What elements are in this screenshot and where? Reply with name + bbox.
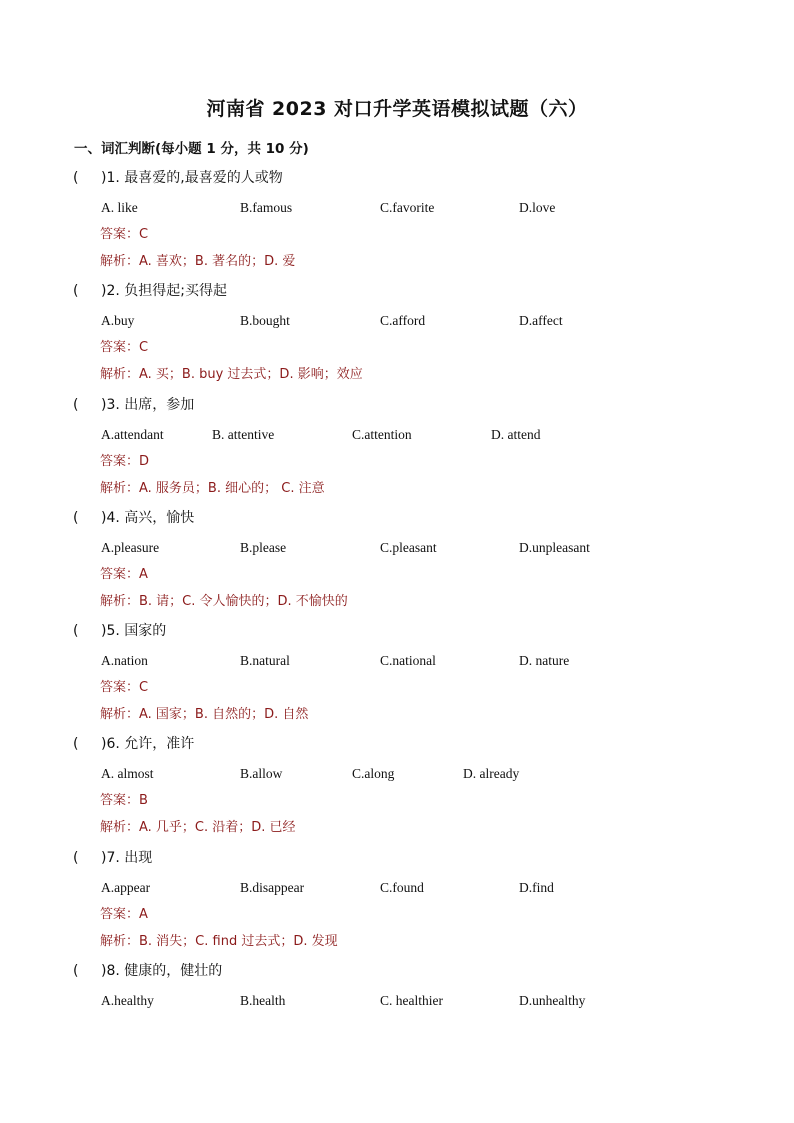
option-row	[0, 764, 794, 784]
question-2	[0, 281, 794, 394]
option-row	[0, 538, 794, 558]
option-row	[0, 878, 794, 898]
option-c: C.pleasant	[380, 539, 437, 555]
option-b: B.famous	[240, 200, 293, 215]
option-b: B.allow	[240, 766, 283, 782]
question-text: )4. 高兴，愉快	[101, 509, 195, 526]
question-text: )3. 出席，参加	[101, 396, 195, 413]
answer-line: 答案：C	[100, 340, 149, 356]
analysis-line: 解析：A. 喜欢；B. 著名的；D. 爱	[100, 254, 296, 269]
option-b: B.health	[240, 993, 286, 1009]
option-c: C.favorite	[380, 200, 435, 215]
answer-blank-open: (	[73, 623, 79, 640]
option-a: A.pleasure	[101, 539, 160, 555]
option-b: B.bought	[240, 313, 290, 329]
option-c: C.attention	[352, 426, 412, 442]
question-4	[0, 508, 794, 621]
answer-blank-open: (	[73, 283, 79, 300]
question-text: )1. 最喜爱的,最喜爱的人或物	[101, 170, 283, 186]
option-a: A.attendant	[101, 426, 164, 442]
option-d: D.unpleasant	[519, 539, 590, 555]
option-d: D.unhealthy	[519, 993, 586, 1009]
option-d: D. already	[463, 766, 520, 782]
answer-blank-open: (	[73, 849, 79, 866]
option-d: D.love	[519, 200, 556, 215]
option-row	[0, 311, 794, 331]
option-b: B. attentive	[212, 426, 275, 442]
option-b: B.please	[240, 539, 287, 555]
option-c: C.found	[380, 879, 424, 895]
option-b: B.disappear	[240, 879, 305, 895]
option-c: C.along	[352, 766, 395, 782]
option-row	[0, 651, 794, 671]
question-3	[0, 395, 794, 508]
question-5	[0, 621, 794, 734]
option-a: A.buy	[101, 313, 135, 329]
analysis-line: 解析：B. 请；C. 令人愉快的；D. 不愉快的	[100, 593, 348, 609]
answer-line: 答案：D	[100, 453, 150, 469]
question-1	[0, 168, 794, 281]
question-list	[0, 168, 794, 1074]
option-row	[0, 198, 794, 218]
option-c: C.afford	[380, 313, 426, 329]
answer-line: 答案：C	[100, 227, 149, 242]
analysis-line: 解析：A. 服务员；B. 细心的； C. 注意	[100, 480, 325, 496]
option-row	[0, 991, 794, 1011]
answer-line: 答案：A	[100, 566, 148, 582]
page-title: 河南省 2023 对口升学英语模拟试题（六）	[206, 98, 588, 120]
question-text: )6. 允许，准许	[101, 736, 195, 753]
option-row	[0, 425, 794, 445]
option-c: C.national	[380, 653, 436, 669]
option-d: D. nature	[519, 653, 570, 669]
option-d: D. attend	[491, 426, 541, 442]
answer-blank-open: (	[73, 509, 79, 526]
option-b: B.natural	[240, 653, 290, 669]
answer-blank-open: (	[73, 736, 79, 753]
question-6	[0, 734, 794, 847]
question-text: )5. 国家的	[101, 623, 167, 640]
answer-line: 答案：C	[100, 680, 149, 696]
option-a: A. like	[101, 200, 138, 215]
section-heading: 一、词汇判断(每小题 1 分，共 10 分)	[74, 141, 309, 157]
question-7	[0, 848, 794, 961]
analysis-line: 解析：A. 国家；B. 自然的；D. 自然	[100, 707, 309, 723]
option-a: A.nation	[101, 653, 148, 669]
question-8	[0, 961, 794, 1074]
option-d: D.find	[519, 879, 554, 895]
answer-line: 答案：A	[100, 906, 148, 922]
option-a: A. almost	[101, 766, 154, 782]
answer-blank-open: (	[73, 170, 79, 186]
question-text: )7. 出现	[101, 849, 153, 866]
answer-blank-open: (	[73, 396, 79, 413]
option-c: C. healthier	[380, 993, 443, 1009]
option-a: A.appear	[101, 879, 151, 895]
option-d: D.affect	[519, 313, 563, 329]
question-text: )2. 负担得起;买得起	[101, 283, 227, 300]
answer-blank-open: (	[73, 963, 79, 980]
question-text: )8. 健康的，健壮的	[101, 963, 223, 980]
analysis-line: 解析：A. 买；B. buy 过去式；D. 影响；效应	[100, 367, 363, 383]
analysis-line: 解析：A. 几乎；C. 沿着；D. 已经	[100, 820, 296, 836]
analysis-line: 解析：B. 消失；C. find 过去式；D. 发现	[100, 933, 338, 949]
option-a: A.healthy	[101, 993, 154, 1009]
answer-line: 答案：B	[100, 793, 148, 809]
